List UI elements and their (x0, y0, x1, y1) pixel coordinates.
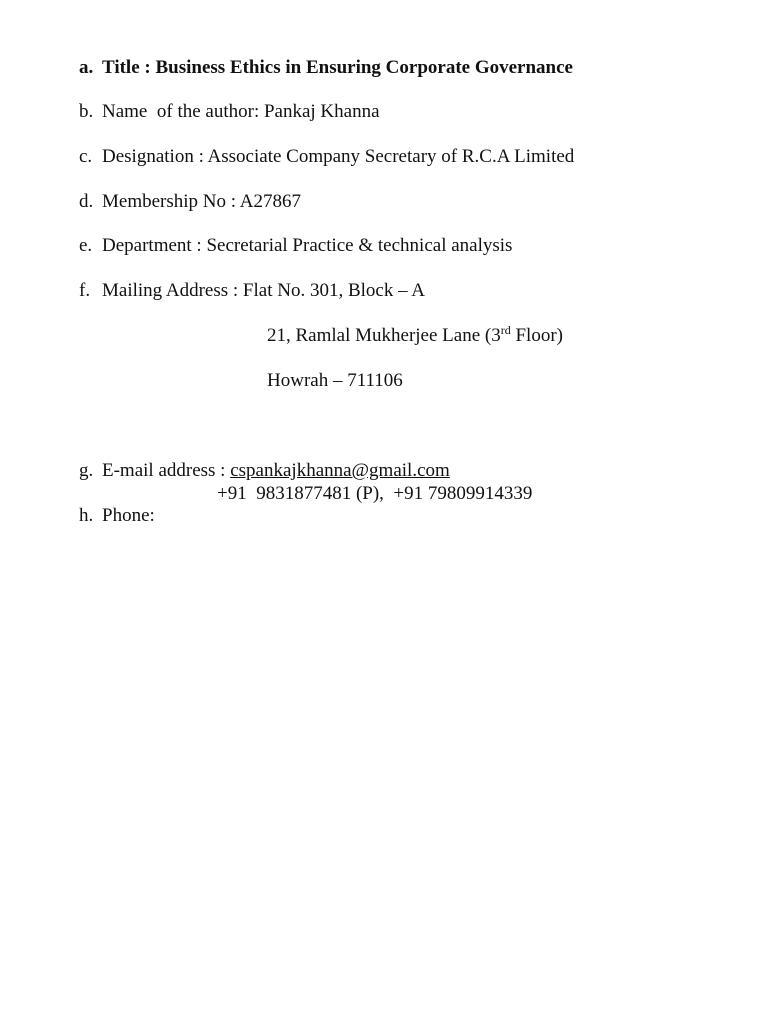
author-text: Name of the author: Pankaj Khanna (102, 101, 380, 122)
address-line-3-text: Howrah – 711106 (267, 370, 403, 391)
item-phone (60, 483, 700, 549)
email-link[interactable]: cspankajkhanna@gmail.com (230, 460, 450, 481)
ordinal-suffix: rd (500, 323, 511, 337)
title-label: Title : (102, 57, 156, 78)
list-marker: f. (79, 280, 91, 301)
list-marker: a. (79, 57, 94, 78)
email-label: E-mail address : (102, 460, 231, 481)
phone-numbers: +91 9831877481 (P), +91 79809914339 (217, 483, 533, 504)
address-line-1: Flat No. 301, Block – A (242, 280, 426, 301)
designation-text: Designation : Associate Company Secretary of R.C.A Limited (102, 146, 575, 167)
list-marker: d. (79, 191, 94, 212)
list-marker: h. (79, 505, 94, 526)
list-marker: b. (79, 101, 94, 122)
list-marker: g. (79, 460, 94, 481)
department-text: Department : Secretarial Practice & technical analysis (102, 235, 513, 256)
address-line-2-end: Floor) (510, 325, 563, 346)
membership-text: Membership No : A27867 (102, 191, 301, 212)
list-marker: c. (79, 146, 93, 167)
address-line-2-text: 21, Ramlal Mukherjee Lane (3 (267, 325, 501, 346)
address-line-3 (248, 348, 403, 414)
paper-title: Business Ethics in Ensuring Corporate Governance (155, 57, 573, 78)
list-marker: e. (79, 235, 93, 256)
phone-label: Phone: (102, 505, 155, 526)
mailing-address-label: Mailing Address : (102, 280, 243, 301)
